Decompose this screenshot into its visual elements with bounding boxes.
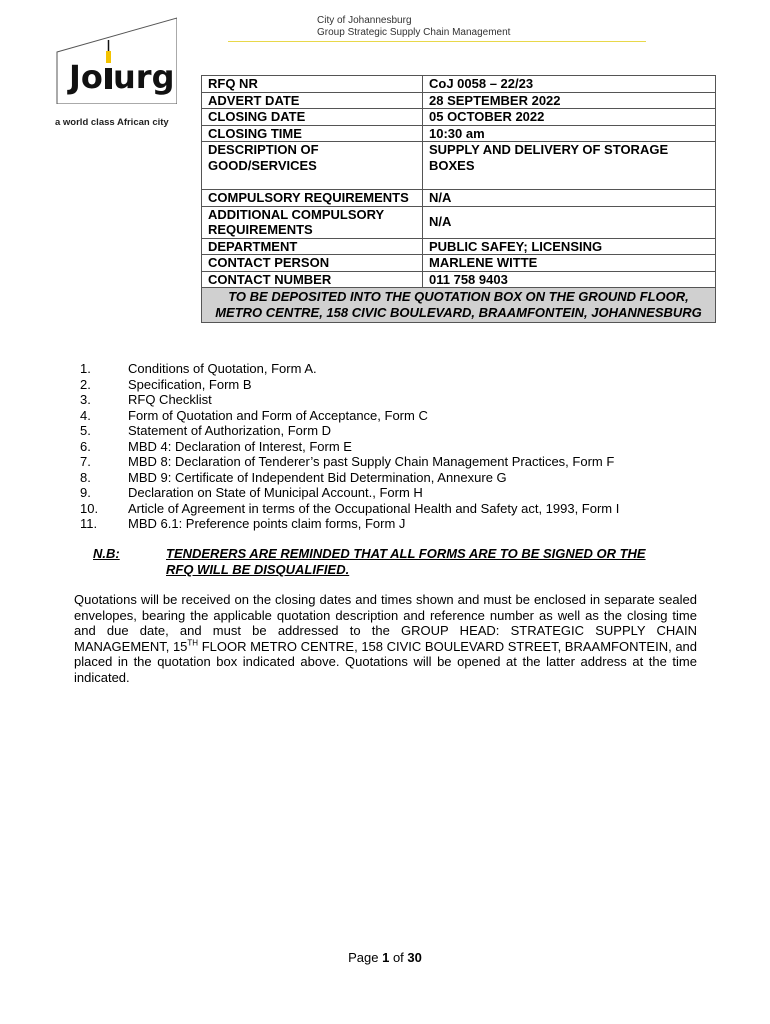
table-row (202, 271, 716, 288)
page-current: 1 (382, 950, 390, 965)
header-divider (228, 41, 646, 42)
table-value: 05 OCTOBER 2022 (423, 109, 716, 126)
list-number: 5. (80, 423, 91, 438)
list-item (80, 439, 720, 455)
table-row (202, 190, 716, 207)
list-text: Form of Quotation and Form of Acceptance, Form C (128, 407, 428, 423)
list-item (80, 516, 720, 532)
table-row (202, 142, 716, 190)
logo-tagline: a world class African city (55, 117, 169, 128)
list-text: MBD 9: Certificate of Independent Bid Determination, Annexure G (128, 469, 507, 485)
list-text: Conditions of Quotation, Form A. (128, 361, 317, 376)
table-label: ADVERT DATE (202, 92, 423, 109)
table-label: CLOSING DATE (202, 109, 423, 126)
list-text: Specification, Form B (128, 376, 252, 392)
header-department: Group Strategic Supply Chain Management (317, 27, 511, 38)
list-text: Statement of Authorization, Form D (128, 423, 332, 438)
table-value: MARLENE WITTE (423, 255, 716, 272)
table-row (202, 238, 716, 255)
table-label: CONTACT PERSON (202, 255, 423, 272)
list-number: 10. (80, 500, 99, 516)
document-header (317, 15, 510, 39)
table-value: N/A (423, 206, 716, 238)
logo-graphic (55, 16, 177, 104)
list-item (80, 377, 720, 393)
list-number: 6. (80, 438, 91, 454)
table-value: 28 SEPTEMBER 2022 (423, 92, 716, 109)
table-label: CLOSING TIME (202, 125, 423, 142)
list-number: 9. (80, 485, 91, 500)
nb-label: N.B: (93, 546, 120, 561)
list-item (80, 501, 720, 517)
page-total: 30 (407, 950, 422, 965)
list-text: Declaration on State of Municipal Account., Form H (128, 485, 423, 500)
table-value: 011 758 9403 (423, 271, 716, 288)
forms-list (80, 361, 720, 532)
svg-text:Jo: Jo (69, 58, 103, 96)
table-value: CoJ 0058 – 22/23 (423, 76, 716, 93)
list-text: MBD 4: Declaration of Interest, Form E (128, 438, 352, 454)
table-value: SUPPLY AND DELIVERY OF STORAGE BOXES (423, 142, 716, 190)
list-item (80, 454, 720, 470)
paragraph-superscript: TH (187, 638, 199, 648)
table-row (202, 92, 716, 109)
nb-text: TENDERERS ARE REMINDED THAT ALL FORMS ARE TO BE SIGNED OR THE RFQ WILL BE DISQUALIFIED. (166, 546, 646, 577)
table-label: RFQ NR (202, 76, 423, 93)
list-number: 3. (80, 392, 91, 407)
table-label: DESCRIPTION OF GOOD/SERVICES (202, 142, 423, 190)
list-item (80, 423, 720, 439)
table-label: ADDITIONAL COMPULSORY REQUIREMENTS (202, 206, 423, 238)
list-item (80, 485, 720, 501)
table-row (202, 76, 716, 93)
table-value: 10:30 am (423, 125, 716, 142)
list-item (80, 392, 720, 408)
table-row (202, 206, 716, 238)
table-row (202, 255, 716, 272)
rfq-info-table (201, 75, 716, 323)
paragraph-text: Quotations will be received on the closing dates and times shown and must be enclosed in separate sealed envelopes, bearing the applicable quotation description and reference number as well as the closing time and due date, and must be addressed to the GROUP HEAD: STRATEGIC SUPPLY CHAIN MANAGEMENT, 15 (74, 592, 697, 654)
paragraph-text-continued: FLOOR METRO CENTRE, 158 CIVIC BOULEVARD STREET, BRAAMFONTEIN, and placed in the quotation box indicated above. Quotations will be opened at the latter address at the time indicated. (74, 638, 698, 685)
table-label: COMPULSORY REQUIREMENTS (202, 190, 423, 207)
header-organization: City of Johannesburg (317, 15, 412, 26)
table-label: CONTACT NUMBER (202, 271, 423, 288)
list-number: 4. (80, 407, 91, 423)
list-text: MBD 6.1: Preference points claim forms, Form J (128, 516, 406, 531)
svg-text:urg: urg (113, 58, 175, 96)
table-label: DEPARTMENT (202, 238, 423, 255)
list-number: 8. (80, 469, 91, 485)
list-number: 7. (80, 454, 91, 469)
table-value: N/A (423, 190, 716, 207)
list-item (80, 408, 720, 424)
joburg-logo (55, 16, 177, 104)
table-row (202, 125, 716, 142)
list-item (80, 470, 720, 486)
list-number: 11. (80, 516, 98, 531)
list-text: MBD 8: Declaration of Tenderer’s past Supply Chain Management Practices, Form F (128, 454, 615, 469)
list-number: 2. (80, 376, 91, 392)
submission-paragraph (74, 592, 697, 685)
table-row (202, 109, 716, 126)
table-row (202, 288, 716, 323)
deposit-instruction: TO BE DEPOSITED INTO THE QUOTATION BOX ON THE GROUND FLOOR, METRO CENTRE, 158 CIVIC BOULEVARD, BRAAMFONTEIN, JOHANNESBURG (202, 288, 716, 323)
table-value: PUBLIC SAFEY; LICENSING (423, 238, 716, 255)
page-number (0, 950, 770, 965)
list-text: RFQ Checklist (128, 392, 212, 407)
nb-notice (93, 546, 676, 578)
list-text: Article of Agreement in terms of the Occupational Health and Safety act, 1993, Form I (128, 500, 620, 516)
page-word: Page (348, 950, 379, 965)
list-number: 1. (80, 361, 91, 376)
list-item (80, 361, 720, 377)
page-of: of (392, 950, 404, 965)
